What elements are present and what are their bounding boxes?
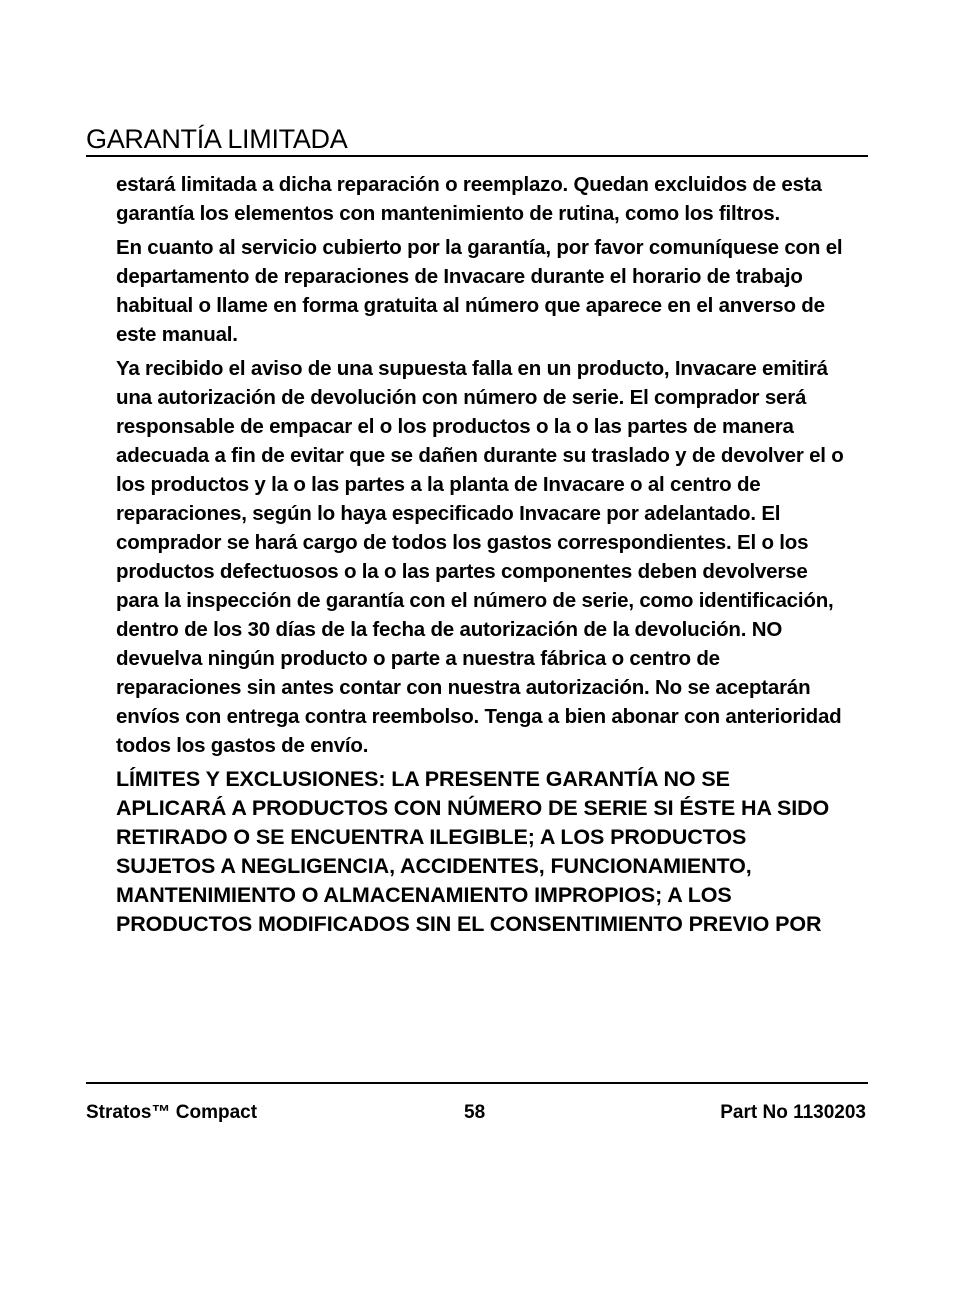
body-text xyxy=(116,170,844,944)
page-title: GARANTÍA LIMITADA xyxy=(86,124,348,154)
footer-part-number: Part No 1130203 xyxy=(720,1102,866,1123)
footer-page-number: 58 xyxy=(464,1102,486,1123)
paragraph-limits-exclusions: LÍMITES Y EXCLUSIONES: LA PRESENTE GARANTÍA NO SE APLICARÁ A PRODUCTOS CON NÚMERO DE SERIE SI ÉSTE HA SIDO RETIRADO O SE ENCUENTRA ILEGIBLE; A LOS PRODUCTOS SUJETOS A NEGLIGENCIA, ACCIDENTES, FUNCIONAMIENTO, MANTENIMIENTO O ALMACENAMIENTO IMPROPIOS; A LOS PRODUCTOS MODIFICADOS SIN EL CONSENTIMIENTO PREVIO POR xyxy=(116,767,830,936)
title-divider xyxy=(86,155,868,157)
footer-divider xyxy=(86,1082,868,1084)
paragraph-return-authorization: Ya recibido el aviso de una supuesta falla en un producto, Invacare emitirá una autorización de devolución con número de serie. El comprador será responsable de empacar el o los productos o la o las partes de manera adecuada a fin de evitar que se dañen durante su traslado y de devolver el o los productos y la o las partes a la planta de Invacare o al centro de reparaciones, según lo haya especificado Invacare por adelantado. El comprador se hará cargo de todos los gastos correspondientes. El o los productos defectuosos o la o las partes componentes deben devolverse para la inspección de garantía con el número de serie, como identificación, dentro de los 30 días de la fecha de autorización de la devolución. NO devuelva ningún producto o parte a nuestra fábrica o centro de reparaciones sin antes contar con nuestra autorización. No se aceptarán envíos con entrega contra reembolso. Tenga a bien abonar con anterioridad todos los gastos de envío. xyxy=(116,357,844,757)
paragraph-repair-limit: estará limitada a dicha reparación o reemplazo. Quedan excluidos de esta garantía los elementos con mantenimiento de rutina, como los filtros. xyxy=(116,173,822,225)
paragraph-warranty-service: En cuanto al servicio cubierto por la garantía, por favor comuníquese con el departamento de reparaciones de Invacare durante el horario de trabajo habitual o llame en forma gratuita al número que aparece en el anverso de este manual. xyxy=(116,236,843,346)
footer-product-name: Stratos™ Compact xyxy=(86,1102,258,1123)
